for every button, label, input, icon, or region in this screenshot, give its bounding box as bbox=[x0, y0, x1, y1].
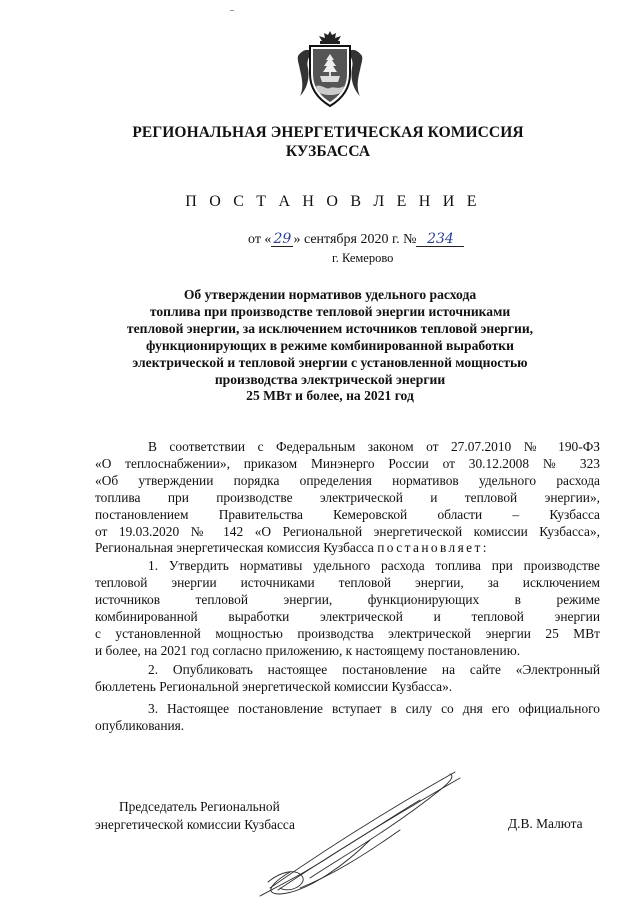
title-line: топлива при производстве тепловой энергии источниками bbox=[149, 303, 511, 319]
body-line: источников тепловой энергии, функционирующих в режиме bbox=[95, 591, 600, 607]
title-line: Об утверждении нормативов удельного расхода bbox=[183, 287, 477, 302]
body-line: «Об утверждении порядка определения нормативов удельного расхода bbox=[95, 472, 600, 488]
title-line: тепловой энергии, за исключением источников тепловой энергии, bbox=[126, 320, 534, 336]
body-line: с установленной мощностью производства электрической энергии 25 МВт bbox=[95, 625, 600, 641]
body-line: топлива при производстве электрической и тепловой энергии», bbox=[95, 489, 600, 505]
document-title bbox=[100, 287, 560, 405]
body-line-last: бюллетень Региональной энергетической комиссии Кузбасса». bbox=[95, 678, 453, 694]
commission-name: Региональная энергетическая комиссия Кузбасса bbox=[95, 540, 374, 556]
body-line: постановлением Правительства Кемеровской области – Кузбасса bbox=[95, 506, 600, 522]
date-day: 29 bbox=[271, 232, 293, 247]
body-line: комбинированной выработки электрической и тепловой энергии bbox=[95, 608, 600, 624]
body-line: 1. Утвердить нормативы удельного расхода топлива при производстве bbox=[148, 558, 600, 573]
coat-of-arms-emblem bbox=[296, 30, 364, 108]
position-line1: Председатель Региональной bbox=[119, 799, 280, 814]
body-line: В соответствии с Федеральным законом от 27.07.2010 № 190-ФЗ bbox=[148, 439, 600, 454]
document-number: 234 bbox=[416, 232, 464, 247]
signatory-position bbox=[95, 798, 295, 833]
resolves-verb: постановляет: bbox=[377, 540, 489, 556]
paragraph-preamble bbox=[95, 439, 600, 557]
body-line-last bbox=[95, 540, 600, 557]
body-line: от 19.03.2020 № 142 «О Региональной энергетической комиссии Кузбасса», bbox=[95, 523, 600, 539]
scan-mark bbox=[230, 10, 234, 11]
body-line: тепловой энергии источниками тепловой энергии, за исключением bbox=[95, 574, 600, 590]
city: г. Кемерово bbox=[332, 251, 394, 265]
title-line: 25 МВт и более, на 2021 год bbox=[246, 388, 414, 404]
paragraph-item-3 bbox=[95, 701, 600, 735]
organization-name-line2: КУЗБАССА bbox=[285, 143, 371, 160]
body-line: 3. Настоящее постановление вступает в силу со дня его официального bbox=[148, 701, 600, 716]
position-line2: энергетической комиссии Кузбасса bbox=[95, 816, 295, 832]
body-line-last: опубликования. bbox=[95, 717, 185, 733]
date-prefix: от « bbox=[248, 232, 272, 247]
document-type: П О С Т А Н О В Л Е Н И Е bbox=[185, 193, 481, 210]
title-line: электрической и тепловой энергии с установленной мощностью bbox=[132, 354, 528, 370]
paragraph-item-1 bbox=[95, 558, 600, 659]
organization-name-line1: РЕГИОНАЛЬНАЯ ЭНЕРГЕТИЧЕСКАЯ КОМИССИЯ bbox=[132, 124, 524, 141]
date-line bbox=[248, 232, 464, 248]
paragraph-item-2 bbox=[95, 662, 600, 696]
date-suffix: » сентября 2020 г. № bbox=[293, 232, 417, 247]
title-line: функционирующих в режиме комбинированной выработки bbox=[146, 337, 514, 353]
signatory-name: Д.В. Малюта bbox=[508, 816, 583, 831]
body-line-last: и более, на 2021 год согласно приложению, к настоящему постановлению. bbox=[95, 642, 521, 658]
title-line: производства электрической энергии bbox=[214, 371, 446, 387]
body-line: 2. Опубликовать настоящее постановление на сайте «Электронный bbox=[148, 662, 600, 677]
body-line: «О теплоснабжении», приказом Минэнерго России от 30.12.2008 № 323 bbox=[95, 455, 600, 471]
